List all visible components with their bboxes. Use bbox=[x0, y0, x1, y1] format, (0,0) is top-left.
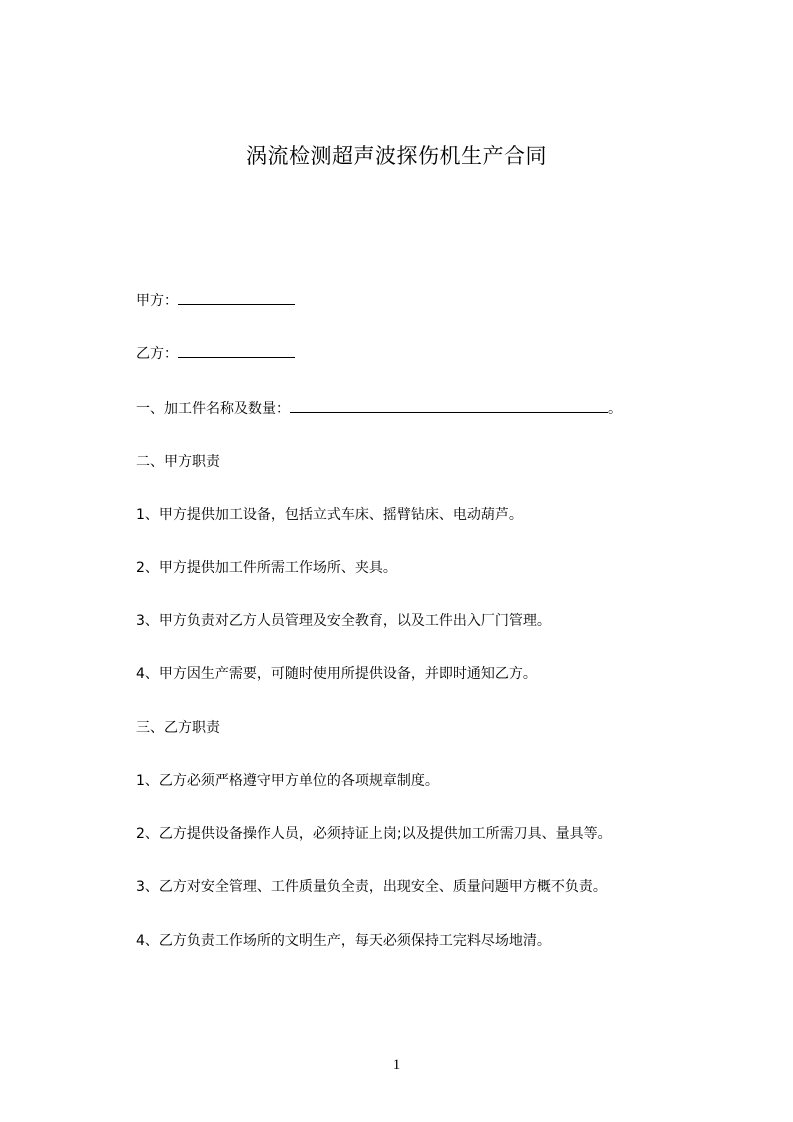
section2-item: 4、甲方因生产需要，可随时使用所提供设备，并即时通知乙方。 bbox=[136, 666, 537, 682]
section1-end: 。 bbox=[608, 401, 622, 417]
document-title: 涡流检测超声波探伤机生产合同 bbox=[246, 144, 547, 168]
section3-item: 4、乙方负责工作场所的文明生产，每天必须保持工完料尽场地清。 bbox=[136, 933, 551, 949]
section3-heading: 三、乙方职责 bbox=[136, 720, 220, 736]
section2-item: 3、甲方负责对乙方人员管理及安全教育，以及工件出入厂门管理。 bbox=[136, 613, 551, 629]
section1-line bbox=[136, 398, 622, 419]
section3-item: 2、乙方提供设备操作人员，必须持证上岗;以及提供加工所需刀具、量具等。 bbox=[136, 826, 612, 842]
party-a-line bbox=[136, 290, 295, 311]
section3-item: 1、乙方必须严格遵守甲方单位的各项规章制度。 bbox=[136, 773, 439, 789]
page-number: 1 bbox=[392, 1057, 401, 1073]
section2-heading: 二、甲方职责 bbox=[136, 454, 220, 470]
party-b-blank bbox=[178, 343, 295, 358]
party-b-line bbox=[136, 343, 295, 364]
section1-blank bbox=[290, 398, 608, 413]
section2-item: 1、甲方提供加工设备，包括立式车床、摇臂钻床、电动葫芦。 bbox=[136, 507, 523, 523]
section1-label: 一、加工件名称及数量： bbox=[136, 401, 290, 417]
section2-item: 2、甲方提供加工件所需工作场所、夹具。 bbox=[136, 560, 397, 576]
section3-item: 3、乙方对安全管理、工件质量负全责，出现安全、质量问题甲方概不负责。 bbox=[136, 879, 607, 895]
party-a-blank bbox=[178, 290, 295, 305]
party-a-label: 甲方： bbox=[136, 293, 178, 309]
party-b-label: 乙方： bbox=[136, 346, 178, 362]
